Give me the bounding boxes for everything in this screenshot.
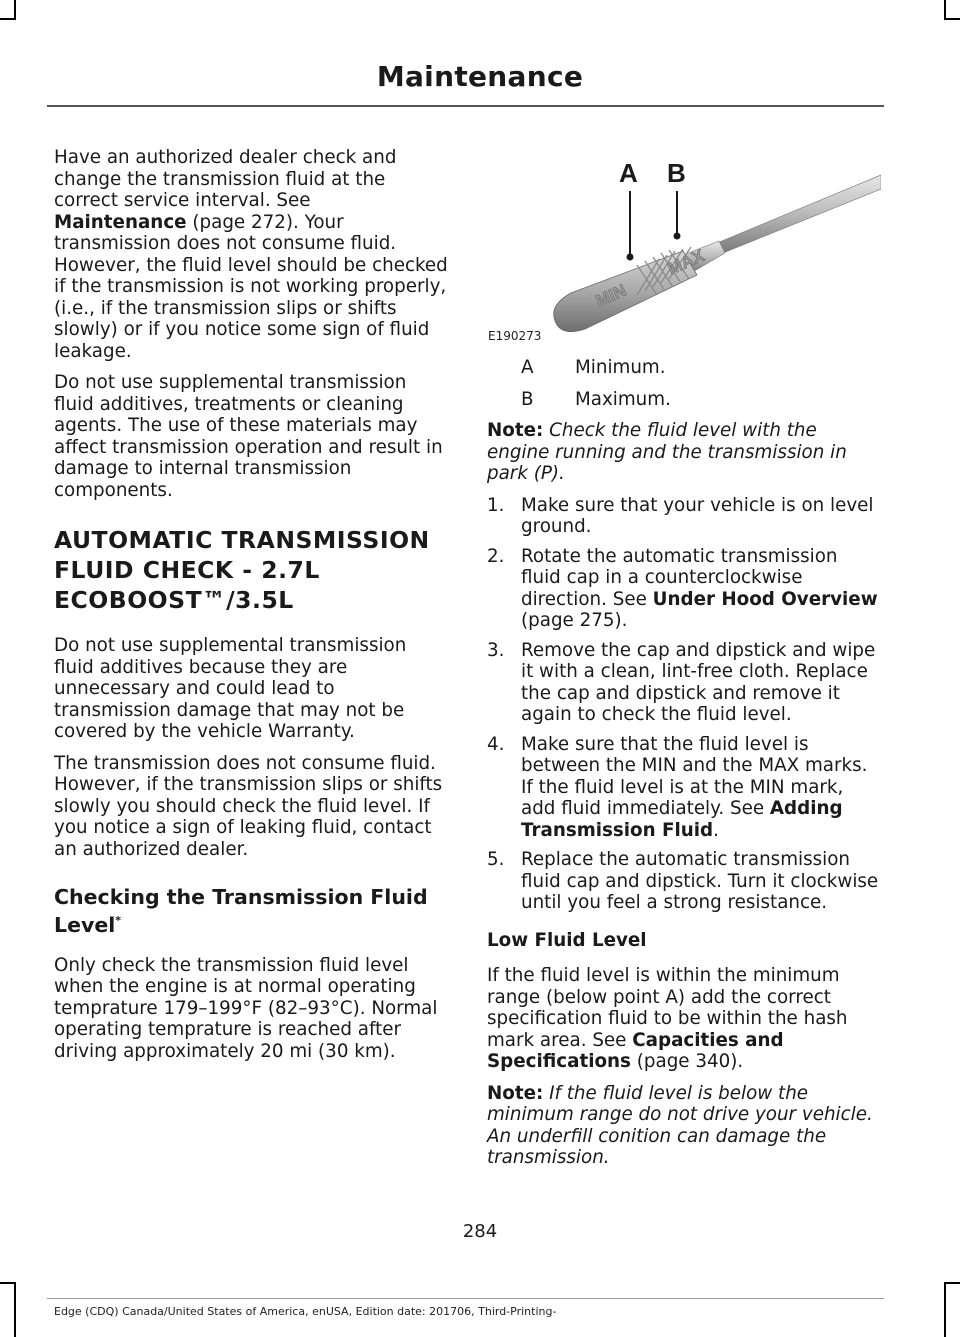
- paragraph-low-fluid: If the fluid level is within the minimum range (below point A) add the correct specification fluid to be within the hash mark area. See Capacities and Specifications (page 340).: [487, 965, 848, 1072]
- note-underfill: Note: If the fluid level is below the minimum range do not drive your vehicle. An underfill conition can damage the transmission.: [487, 1082, 873, 1168]
- list-item: 2. Rotate the automatic transmission fluid cap in a counterclockwise direction. See Under Hood Overview (page 275).: [487, 545, 878, 631]
- paragraph-intro: Have an authorized dealer check and change the transmission fluid at the correct service interval. See Maintenance (page 272). Your transmission does not consume fluid. However, the fluid level should be checked if the transmission is not working properly, (i.e., if the transmission slips or shifts slowly) or if you notice some sign of fluid leakage.: [54, 147, 448, 362]
- page-title: Maintenance: [376, 60, 584, 93]
- link-adding-transmission-fluid[interactable]: Adding Transmission Fluid: [521, 798, 843, 841]
- legend-row: B Maximum.: [521, 388, 671, 410]
- header-rule: [47, 105, 884, 107]
- link-maintenance[interactable]: Maintenance: [54, 211, 187, 233]
- crop-mark: [944, 18, 960, 20]
- section-heading: AUTOMATIC TRANSMISSION FLUID CHECK - 2.7L ECOBOOST™/3.5L: [54, 526, 430, 614]
- crop-mark: [944, 1282, 946, 1337]
- crop-mark: [0, 18, 16, 20]
- list-item: 4. Make sure that the fluid level is between the MIN and the MAX marks. If the fluid level is at the MIN mark, add fluid immediately. See Adding Transmission Fluid.: [487, 733, 868, 841]
- crop-mark: [14, 1282, 16, 1337]
- right-column: [487, 147, 881, 1179]
- footer-text: Edge (CDQ) Canada/United States of America, enUSA, Edition date: 201706, Third-Printing-: [54, 1305, 557, 1318]
- note-engine-running: Note: Check the fluid level with the engine running and the transmission in park (P).: [487, 420, 847, 484]
- dipstick-figure: [487, 147, 881, 343]
- crop-mark: [944, 0, 946, 20]
- crop-mark: [944, 1282, 960, 1284]
- link-under-hood-overview[interactable]: Under Hood Overview: [652, 588, 878, 610]
- callout-label-a: A: [619, 158, 638, 188]
- steps-list: [487, 495, 881, 914]
- crop-mark: [14, 0, 16, 20]
- paragraph-warranty: Do not use supplemental transmission fluid additives because they are unnecessary and could lead to transmission damage that may not be covered by the vehicle Warranty.: [54, 635, 407, 742]
- crop-mark: [0, 1282, 16, 1284]
- callout-label-b: B: [667, 158, 686, 188]
- sub-heading: Checking the Transmission Fluid Level*: [54, 885, 428, 937]
- figure-id: E190273: [488, 329, 542, 343]
- page-number: 284: [462, 1221, 498, 1242]
- paragraph-additives: Do not use supplemental transmission fluid additives, treatments or cleaning agents. The use of these materials may affect transmission operation and result in damage to internal transmission components.: [54, 372, 443, 501]
- list-item: 3. Remove the cap and dipstick and wipe it with a clean, lint-free cloth. Replace the cap and dipstick and remove it again to check the fluid level.: [487, 639, 876, 725]
- left-column: [54, 147, 448, 1072]
- max-mark-text: MAX: [664, 245, 708, 279]
- list-item: 1. Make sure that your vehicle is on level ground.: [487, 494, 874, 537]
- link-capacities-specifications[interactable]: Capacities and Specifications: [487, 1029, 784, 1072]
- footer-rule: [47, 1298, 884, 1299]
- dipstick-illustration: [487, 147, 881, 343]
- min-mark-text: MIN: [592, 280, 630, 311]
- paragraph-consume: The transmission does not consume fluid. However, if the transmission slips or shifts slowly you should check the fluid level. If you notice a sign of leaking fluid, contact an authorized dealer.: [54, 752, 443, 860]
- low-fluid-heading: Low Fluid Level: [487, 929, 647, 951]
- list-item: 5. Replace the automatic transmission fluid cap and dipstick. Turn it clockwise until you feel a strong resistance.: [487, 849, 879, 913]
- legend-row: A Minimum.: [521, 357, 666, 378]
- paragraph-temperature: Only check the transmission fluid level when the engine is at normal operating temprature 179–199°F (82–93°C). Normal operating temprature is reached after driving approximately 20 mi (30 km).: [54, 954, 438, 1062]
